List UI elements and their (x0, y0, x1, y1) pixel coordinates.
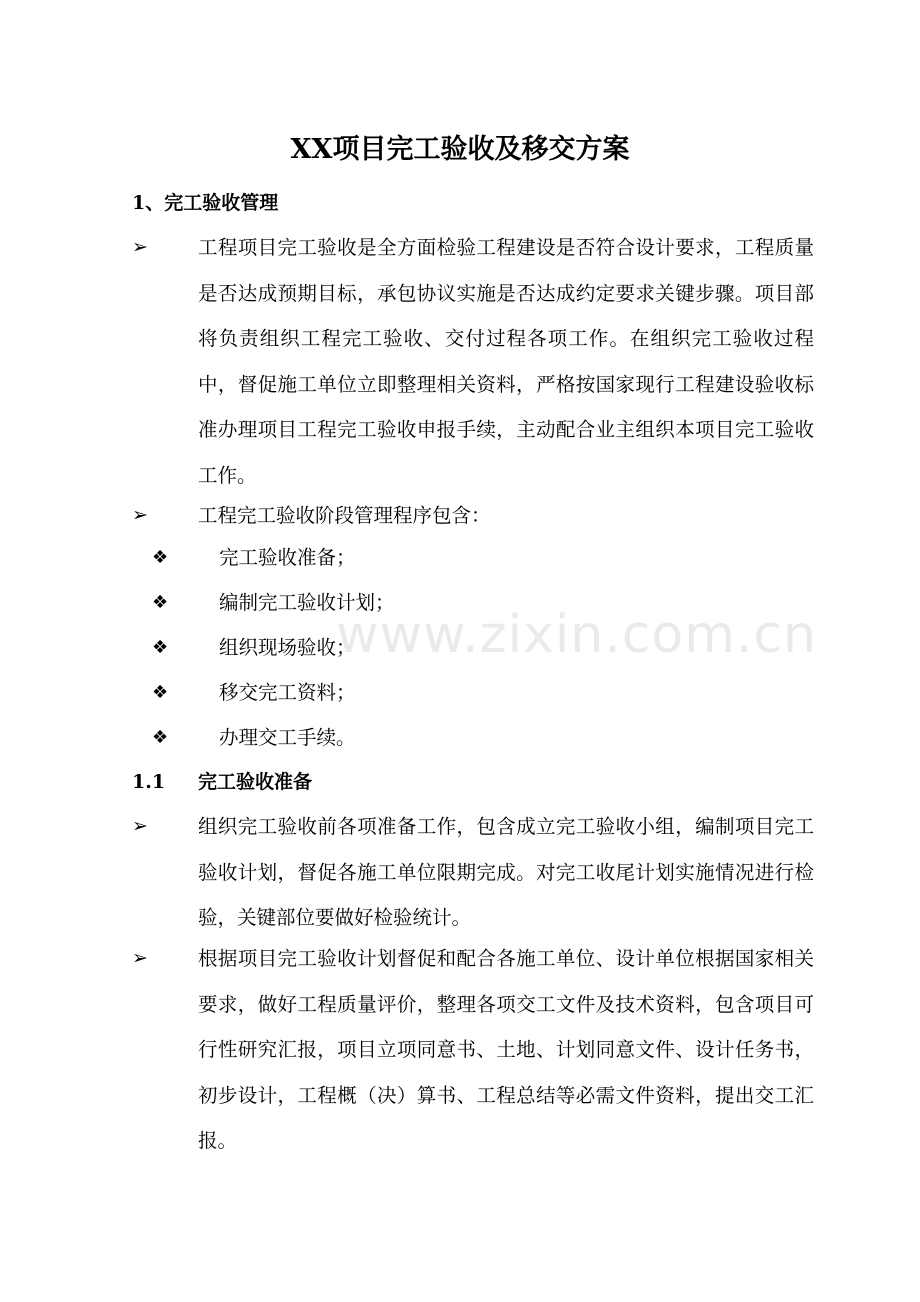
watermark: www.zixin.com.cn (336, 605, 817, 665)
paragraph: 组织完工验收前各项准备工作，包含成立完工验收小组，编制项目完工验收计划，督促各施工单位限期完成。对完工收尾计划实施情况进行检验，关键部位要做好检验统计。 (198, 815, 814, 929)
section-1-1-number: 1.1 (132, 771, 166, 793)
paragraph: 根据项目完工验收计划督促和配合各施工单位、设计单位根据国家相关要求，做好工程质量评价，整理各项交工文件及技术资料，包含项目可行性研究汇报，项目立项同意书、土地、计划同意文件、设计任务书，初步设计，工程概（决）算书、工程总结等必需文件资料，提出交工汇报。 (198, 947, 814, 1152)
paragraph: 工程项目完工验收是全方面检验工程建设是否符合设计要求，工程质量是否达成预期目标，承包协议实施是否达成约定要求关键步骤。项目部将负责组织工程完工验收、交付过程各项工作。在组织完工验收过程中，督促施工单位立即整理相关资料，严格按国家现行工程建设验收标准办理项目工程完工验收申报手续，主动配合业主组织本项目完工验收工作。 (198, 236, 814, 487)
diamond-bullet-icon: ❖ (152, 682, 169, 703)
list-item: 完工验收准备； (219, 546, 356, 569)
arrow-bullet-icon: ➢ (132, 236, 148, 258)
list-item: 办理交工手续。 (219, 726, 356, 749)
list-item: 编制完工验收计划； (219, 591, 395, 614)
document-title: XX项目完工验收及移交方案 (290, 134, 630, 165)
section-title: 完工验收管理 (164, 192, 279, 214)
arrow-bullet-icon: ➢ (132, 947, 148, 969)
list-item: 移交完工资料； (219, 681, 356, 704)
diamond-bullet-icon: ❖ (152, 637, 169, 658)
diamond-bullet-icon: ❖ (152, 727, 169, 748)
paragraph: 工程完工验收阶段管理程序包含： (198, 504, 491, 527)
section-1-1-heading: 完工验收准备 (198, 771, 313, 793)
arrow-bullet-icon: ➢ (132, 815, 148, 837)
list-item: 组织现场验收； (219, 636, 356, 659)
diamond-bullet-icon: ❖ (152, 547, 169, 568)
section-number: 1、 (132, 192, 165, 214)
arrow-bullet-icon: ➢ (132, 504, 148, 526)
diamond-bullet-icon: ❖ (152, 592, 169, 613)
section-1-heading (132, 188, 278, 218)
